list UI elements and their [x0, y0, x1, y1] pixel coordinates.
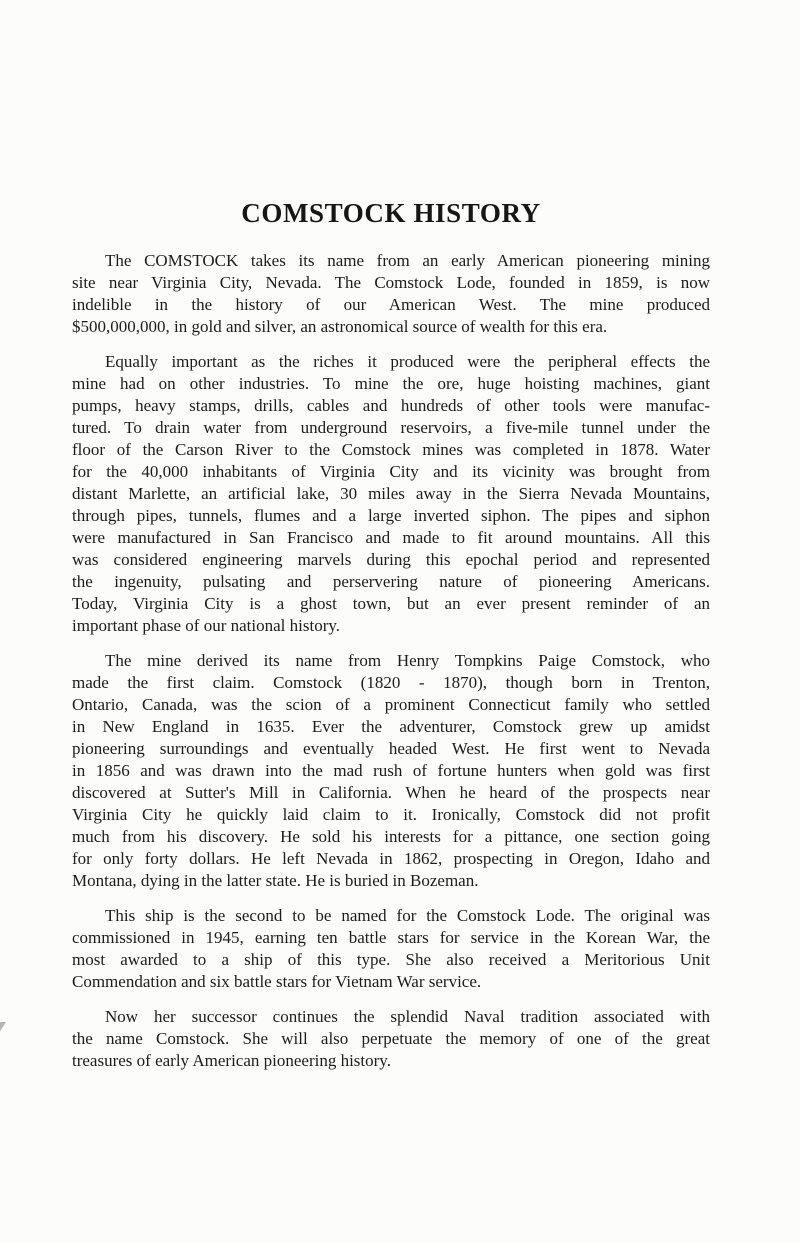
text-line: were manufactured in San Francisco and made to fit around mountains. All this [72, 528, 710, 547]
text-line: for the 40,000 inhabitants of Virginia City and its vicinity was brought from [72, 462, 710, 481]
text-line: the name Comstock. She will also perpetuate the memory of one of the great [72, 1029, 710, 1048]
text-line: in 1856 and was drawn into the mad rush of fortune hunters when gold was first [72, 761, 710, 780]
text-line: for only forty dollars. He left Nevada in 1862, prospecting in Oregon, Idaho and [72, 849, 710, 868]
body-text [72, 250, 710, 1072]
text-line: in New England in 1635. Ever the adventurer, Comstock grew up amidst [72, 717, 710, 736]
text-line: indelible in the history of our American West. The mine produced [72, 295, 710, 314]
paragraph [72, 1006, 710, 1072]
scan-artifact-mark [0, 1022, 6, 1036]
text-line: treasures of early American pioneering history. [72, 1051, 391, 1070]
text-line: Now her successor continues the splendid Naval tradition associated with [105, 1007, 710, 1026]
text-line: pioneering surroundings and eventually headed West. He first went to Nevada [72, 739, 710, 758]
text-line: The mine derived its name from Henry Tompkins Paige Comstock, who [105, 651, 710, 670]
text-line: Today, Virginia City is a ghost town, but an ever present reminder of an [72, 594, 710, 613]
text-line: distant Marlette, an artificial lake, 30 miles away in the Sierra Nevada Mountains, [72, 484, 710, 503]
text-line: pumps, heavy stamps, drills, cables and hundreds of other tools were manufac- [72, 396, 710, 415]
text-line: through pipes, tunnels, flumes and a large inverted siphon. The pipes and siphon [72, 506, 710, 525]
text-line: most awarded to a ship of this type. She also received a Meritorious Unit [72, 950, 710, 969]
text-line: Montana, dying in the latter state. He is buried in Bozeman. [72, 871, 479, 890]
text-line: Ontario, Canada, was the scion of a prominent Connecticut family who settled [72, 695, 710, 714]
text-line: made the first claim. Comstock (1820 - 1870), though born in Trenton, [72, 673, 710, 692]
text-line: Virginia City he quickly laid claim to it. Ironically, Comstock did not profit [72, 805, 710, 824]
page-content [72, 198, 710, 1085]
text-line: This ship is the second to be named for the Comstock Lode. The original was [105, 906, 710, 925]
text-line: $500,000,000, in gold and silver, an astronomical source of wealth for this era. [72, 317, 608, 336]
text-line: discovered at Sutter's Mill in California. When he heard of the prospects near [72, 783, 710, 802]
text-line: site near Virginia City, Nevada. The Comstock Lode, founded in 1859, is now [72, 273, 710, 292]
text-line: commissioned in 1945, earning ten battle stars for service in the Korean War, the [72, 928, 710, 947]
text-line: was considered engineering marvels during this epochal period and represented [72, 550, 710, 569]
text-line: floor of the Carson River to the Comstock mines was completed in 1878. Water [72, 440, 710, 459]
text-line: The COMSTOCK takes its name from an early American pioneering mining [105, 251, 710, 270]
text-line: much from his discovery. He sold his interests for a pittance, one section going [72, 827, 710, 846]
text-line: the ingenuity, pulsating and perservering nature of pioneering Americans. [72, 572, 710, 591]
text-line: Equally important as the riches it produced were the peripheral effects the [105, 352, 710, 371]
text-line: Commendation and six battle stars for Vietnam War service. [72, 972, 482, 991]
paragraph [72, 905, 710, 993]
text-line: tured. To drain water from underground reservoirs, a five-mile tunnel under the [72, 418, 710, 437]
text-line: important phase of our national history. [72, 616, 341, 635]
text-line: mine had on other industries. To mine the ore, huge hoisting machines, giant [72, 374, 710, 393]
paragraph [72, 650, 710, 892]
paragraph [72, 250, 710, 338]
paragraph [72, 351, 710, 637]
page-title: COMSTOCK HISTORY [241, 198, 541, 228]
